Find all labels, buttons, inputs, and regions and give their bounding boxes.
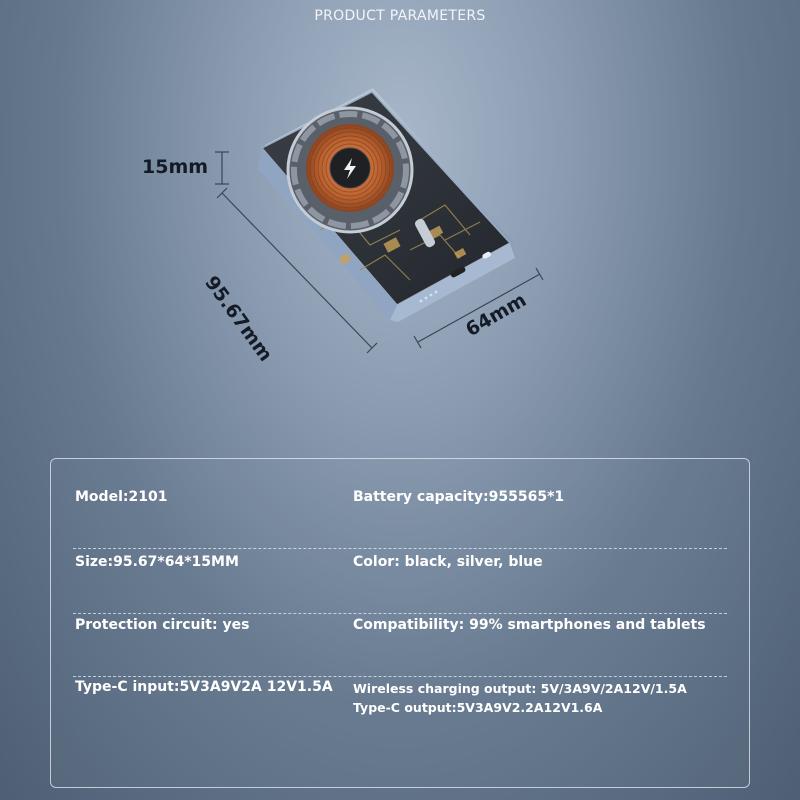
spec-compatibility: Compatibility: 99% smartphones and tablets xyxy=(353,617,706,633)
length-label: 95.67mm xyxy=(200,272,277,366)
spec-battery-capacity: Battery capacity:955565*1 xyxy=(353,489,565,505)
spec-wireless-output: Wireless charging output: 5V/3A9V/2A12V/1.5A xyxy=(353,681,687,696)
spec-row xyxy=(73,554,727,594)
page-title: PRODUCT PARAMETERS xyxy=(314,8,486,24)
spec-row xyxy=(73,679,727,719)
spec-protection-circuit: Protection circuit: yes xyxy=(75,617,250,633)
width-label: 64mm xyxy=(462,288,531,342)
spec-typec-output: Type-C output:5V3A9V2.2A12V1.6A xyxy=(353,700,603,715)
power-bank-body xyxy=(258,88,515,322)
thickness-label: 15mm xyxy=(142,156,209,178)
spec-color: Color: black, silver, blue xyxy=(353,554,543,570)
spec-row xyxy=(73,617,727,657)
spec-row xyxy=(73,489,727,529)
spec-typec-input: Type-C input:5V3A9V2A 12V1.5A xyxy=(75,679,333,695)
spec-model: Model:2101 xyxy=(75,489,168,505)
spec-size: Size:95.67*64*15MM xyxy=(75,554,239,570)
spec-table xyxy=(50,458,750,788)
